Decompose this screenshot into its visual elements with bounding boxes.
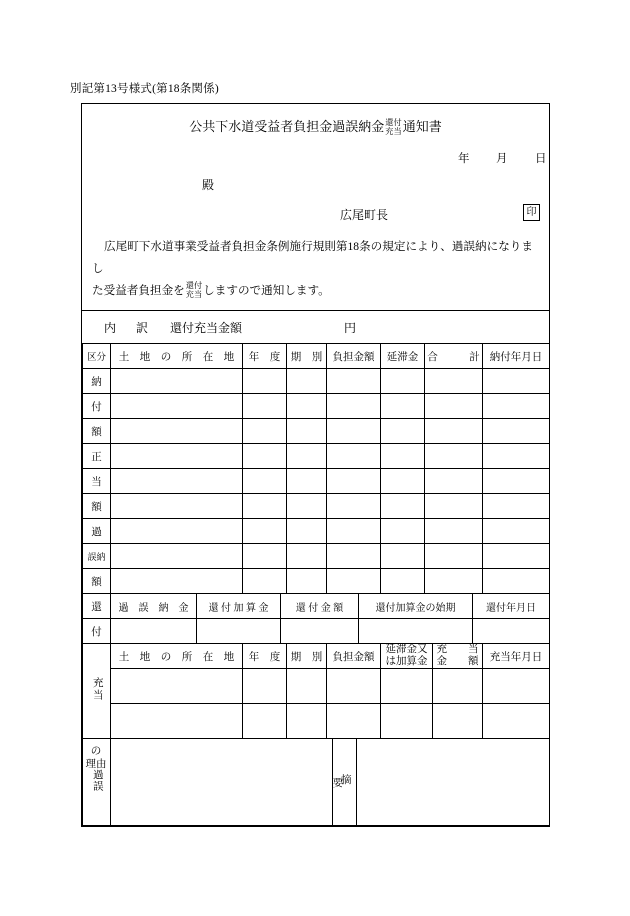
uchiwake-label: 内 訳 [104, 321, 153, 335]
header-nofu-date: 納付年月日 [483, 344, 550, 369]
form-frame [81, 103, 550, 827]
title-ruby-top: 還付 [385, 117, 402, 127]
reason-label-text-3: 理由 [85, 759, 107, 770]
body-line-2 [92, 280, 537, 302]
cell-entaikin[interactable] [381, 444, 425, 469]
juto-header-nendo: 年 度 [243, 644, 287, 669]
cell-goukei[interactable] [425, 544, 483, 569]
cell-nendo[interactable] [243, 369, 287, 394]
tekiyou-label-extra [326, 775, 350, 790]
cell-kasanzan[interactable] [197, 619, 281, 644]
cell-location[interactable] [111, 369, 243, 394]
cell-entai-kasan[interactable] [381, 704, 433, 739]
reason-label-extra [84, 745, 108, 771]
row-label-kagono-1: 過 [83, 519, 111, 544]
cell-kanpu-kingaku[interactable] [281, 619, 359, 644]
header-goukei: 合 計 [425, 344, 483, 369]
header-nendo: 年 度 [243, 344, 287, 369]
uchiwake-amount-label: 還付充当金額 [170, 321, 243, 335]
cell-kibetsu[interactable] [287, 419, 327, 444]
cell-futankingaku[interactable] [327, 704, 381, 739]
cell-kibetsu[interactable] [287, 394, 327, 419]
cell-goukei[interactable] [425, 419, 483, 444]
juto-header-location: 土 地 の 所 在 地 [111, 644, 243, 669]
cell-nendo[interactable] [243, 704, 287, 739]
cell-nendo[interactable] [243, 394, 287, 419]
cell-location[interactable] [111, 419, 243, 444]
row-label-seito-3: 額 [83, 494, 111, 519]
cell-futankingaku[interactable] [327, 569, 381, 594]
row-label-seito-2: 当 [83, 469, 111, 494]
body-line2-before: た受益者負担金を [92, 284, 185, 297]
cell-reason-text[interactable] [111, 739, 333, 826]
header-kibetsu: 期 別 [287, 344, 327, 369]
cell-entaikin[interactable] [381, 369, 425, 394]
cell-entaikin[interactable] [381, 394, 425, 419]
table-row [83, 369, 550, 394]
cell-kagonokin[interactable] [111, 619, 197, 644]
cell-kibetsu[interactable] [287, 444, 327, 469]
row-label-seito-1: 正 [83, 444, 111, 469]
kanpu-table [82, 594, 550, 644]
cell-futankingaku[interactable] [327, 544, 381, 569]
cell-nofu-date[interactable] [483, 394, 550, 419]
table-row [83, 669, 550, 704]
table-row [83, 444, 550, 469]
cell-entaikin[interactable] [381, 544, 425, 569]
cell-location[interactable] [111, 704, 243, 739]
signer-name: 広尾町長 [340, 208, 389, 222]
row-label-nofu-1: 納 [83, 369, 111, 394]
uchiwake-yen-label: 円 [344, 321, 357, 335]
cell-tekiyou-text[interactable] [357, 739, 550, 826]
cell-nendo[interactable] [243, 444, 287, 469]
body-ruby-top: 還付 [185, 281, 203, 291]
cell-nendo[interactable] [243, 669, 287, 704]
cell-juto-date[interactable] [483, 669, 550, 704]
cell-location[interactable] [111, 544, 243, 569]
kanpu-header-shiki: 還付加算金の始期 [359, 594, 473, 619]
seal-icon: 印 [523, 204, 540, 221]
main-table [82, 343, 550, 594]
title-row [82, 104, 549, 144]
cell-futankingaku[interactable] [327, 369, 381, 394]
form-number: 別記第13号様式(第18条関係) [70, 83, 219, 95]
cell-kibetsu[interactable] [287, 704, 327, 739]
juto-header-date: 充当年月日 [483, 644, 550, 669]
cell-kibetsu[interactable] [287, 369, 327, 394]
table-row [83, 569, 550, 594]
cell-futankingaku[interactable] [327, 519, 381, 544]
kanpu-label-2: 付 [83, 619, 111, 644]
row-label-nofu-3: 額 [83, 419, 111, 444]
cell-nendo[interactable] [243, 519, 287, 544]
juto-label-text: 充当 [91, 677, 103, 703]
header-block [82, 104, 549, 310]
cell-kibetsu[interactable] [287, 469, 327, 494]
cell-nendo[interactable] [243, 544, 287, 569]
juto-header-kibetsu: 期 別 [287, 644, 327, 669]
cell-kibetsu[interactable] [287, 669, 327, 704]
cell-futankingaku[interactable] [327, 419, 381, 444]
cell-goukei[interactable] [425, 369, 483, 394]
cell-location[interactable] [111, 669, 243, 704]
kanpu-header-kagonokin: 過 誤 納 金 [111, 594, 197, 619]
header-location: 土 地 の 所 在 地 [111, 344, 243, 369]
tekiyou-label-text: 摘 [339, 774, 351, 787]
table-row [83, 704, 550, 739]
cell-juto-date[interactable] [483, 704, 550, 739]
cell-nendo[interactable] [243, 419, 287, 444]
cell-kibetsu[interactable] [287, 519, 327, 544]
cell-shiki[interactable] [359, 619, 473, 644]
cell-nofu-date[interactable] [483, 469, 550, 494]
cell-kibetsu[interactable] [287, 569, 327, 594]
cell-kibetsu[interactable] [287, 494, 327, 519]
cell-location[interactable] [111, 469, 243, 494]
document-title [82, 116, 549, 137]
cell-kibetsu[interactable] [287, 544, 327, 569]
cell-location[interactable] [111, 444, 243, 469]
kanpu-header-row [83, 594, 550, 619]
cell-futankingaku[interactable] [327, 494, 381, 519]
reason-label-text-1: 過誤 [91, 769, 103, 793]
body-line2-after: しますので通知します。 [203, 284, 330, 297]
title-ruby [385, 118, 401, 136]
cell-nofu-date[interactable] [483, 444, 550, 469]
juto-header-row [83, 644, 550, 669]
table-row [83, 494, 550, 519]
table-row [83, 394, 550, 419]
cell-goukei[interactable] [425, 444, 483, 469]
cell-location[interactable] [111, 494, 243, 519]
cell-futankingaku[interactable] [327, 669, 381, 704]
cell-futankingaku[interactable] [327, 394, 381, 419]
juto-header-entai-kasan: 延滞金又は加算金 [381, 644, 433, 669]
kanpu-header-date: 還付年月日 [473, 594, 550, 619]
date-month-label: 月 [496, 153, 508, 165]
kanpu-label-1: 還 [83, 594, 111, 619]
cell-entaikin[interactable] [381, 419, 425, 444]
cell-juto-kingaku[interactable] [433, 704, 483, 739]
main-table-header-row [83, 344, 550, 369]
cell-nendo[interactable] [243, 494, 287, 519]
title-ruby-bottom: 充当 [385, 127, 402, 137]
date-day-label: 日 [535, 153, 547, 165]
cell-nofu-date[interactable] [483, 544, 550, 569]
cell-location[interactable] [111, 519, 243, 544]
cell-nendo[interactable] [243, 469, 287, 494]
cell-nofu-date[interactable] [483, 369, 550, 394]
cell-nofu-date[interactable] [483, 494, 550, 519]
body-ruby [186, 281, 202, 299]
juto-header-futankingaku: 負担金額 [327, 644, 381, 669]
cell-goukei[interactable] [425, 519, 483, 544]
cell-kanpu-date[interactable] [473, 619, 550, 644]
cell-nendo[interactable] [243, 569, 287, 594]
uchiwake-row [82, 311, 549, 343]
table-row [83, 419, 550, 444]
addressee-honorific: 殿 [202, 178, 215, 192]
header-entaikin: 延滞金 [381, 344, 425, 369]
title-before: 公共下水道受益者負担金過誤納金 [189, 119, 385, 134]
cell-goukei[interactable] [425, 569, 483, 594]
title-after: 通知書 [402, 119, 442, 134]
cell-nofu-date[interactable] [483, 519, 550, 544]
cell-goukei[interactable] [425, 494, 483, 519]
reason-label-text-2: の [90, 746, 102, 757]
row-label-nofu-2: 付 [83, 394, 111, 419]
row-label-kagono-3: 額 [83, 569, 111, 594]
table-row [83, 519, 550, 544]
reason-row [83, 739, 550, 826]
juto-header-juto-kingaku: 充 当金 額 [433, 644, 483, 669]
body-line-1: 広尾町下水道事業受益者負担金条例施行規則第18条の規定により、過誤納になりまし [92, 240, 533, 275]
body-ruby-bottom: 充当 [185, 290, 203, 300]
cell-location[interactable] [111, 569, 243, 594]
kanpu-header-kasanzan: 還 付 加 算 金 [197, 594, 281, 619]
cell-entaikin[interactable] [381, 519, 425, 544]
table-row [83, 544, 550, 569]
juto-label [83, 644, 111, 739]
cell-futankingaku[interactable] [327, 444, 381, 469]
cell-nofu-date[interactable] [483, 569, 550, 594]
row-label-kagono-2: 誤納 [83, 544, 111, 569]
cell-location[interactable] [111, 394, 243, 419]
signer-row [82, 202, 549, 232]
juto-table [82, 644, 550, 739]
date-year-label: 年 [458, 153, 470, 165]
cell-entaikin[interactable] [381, 569, 425, 594]
date-row [82, 144, 549, 172]
header-kubun: 区分 [83, 344, 111, 369]
cell-goukei[interactable] [425, 469, 483, 494]
cell-nofu-date[interactable] [483, 419, 550, 444]
header-futankingaku: 負担金額 [327, 344, 381, 369]
cell-entaikin[interactable] [381, 494, 425, 519]
table-row [83, 619, 550, 644]
cell-juto-kingaku[interactable] [433, 669, 483, 704]
table-row [83, 469, 550, 494]
cell-goukei[interactable] [425, 394, 483, 419]
cell-futankingaku[interactable] [327, 469, 381, 494]
tekiyou-label-text-2: 要 [332, 778, 344, 789]
reason-table [82, 739, 550, 826]
body-text [82, 232, 549, 310]
addressee-row [82, 172, 549, 202]
cell-entaikin[interactable] [381, 469, 425, 494]
kanpu-header-kingaku: 還 付 金 額 [281, 594, 359, 619]
cell-entai-kasan[interactable] [381, 669, 433, 704]
